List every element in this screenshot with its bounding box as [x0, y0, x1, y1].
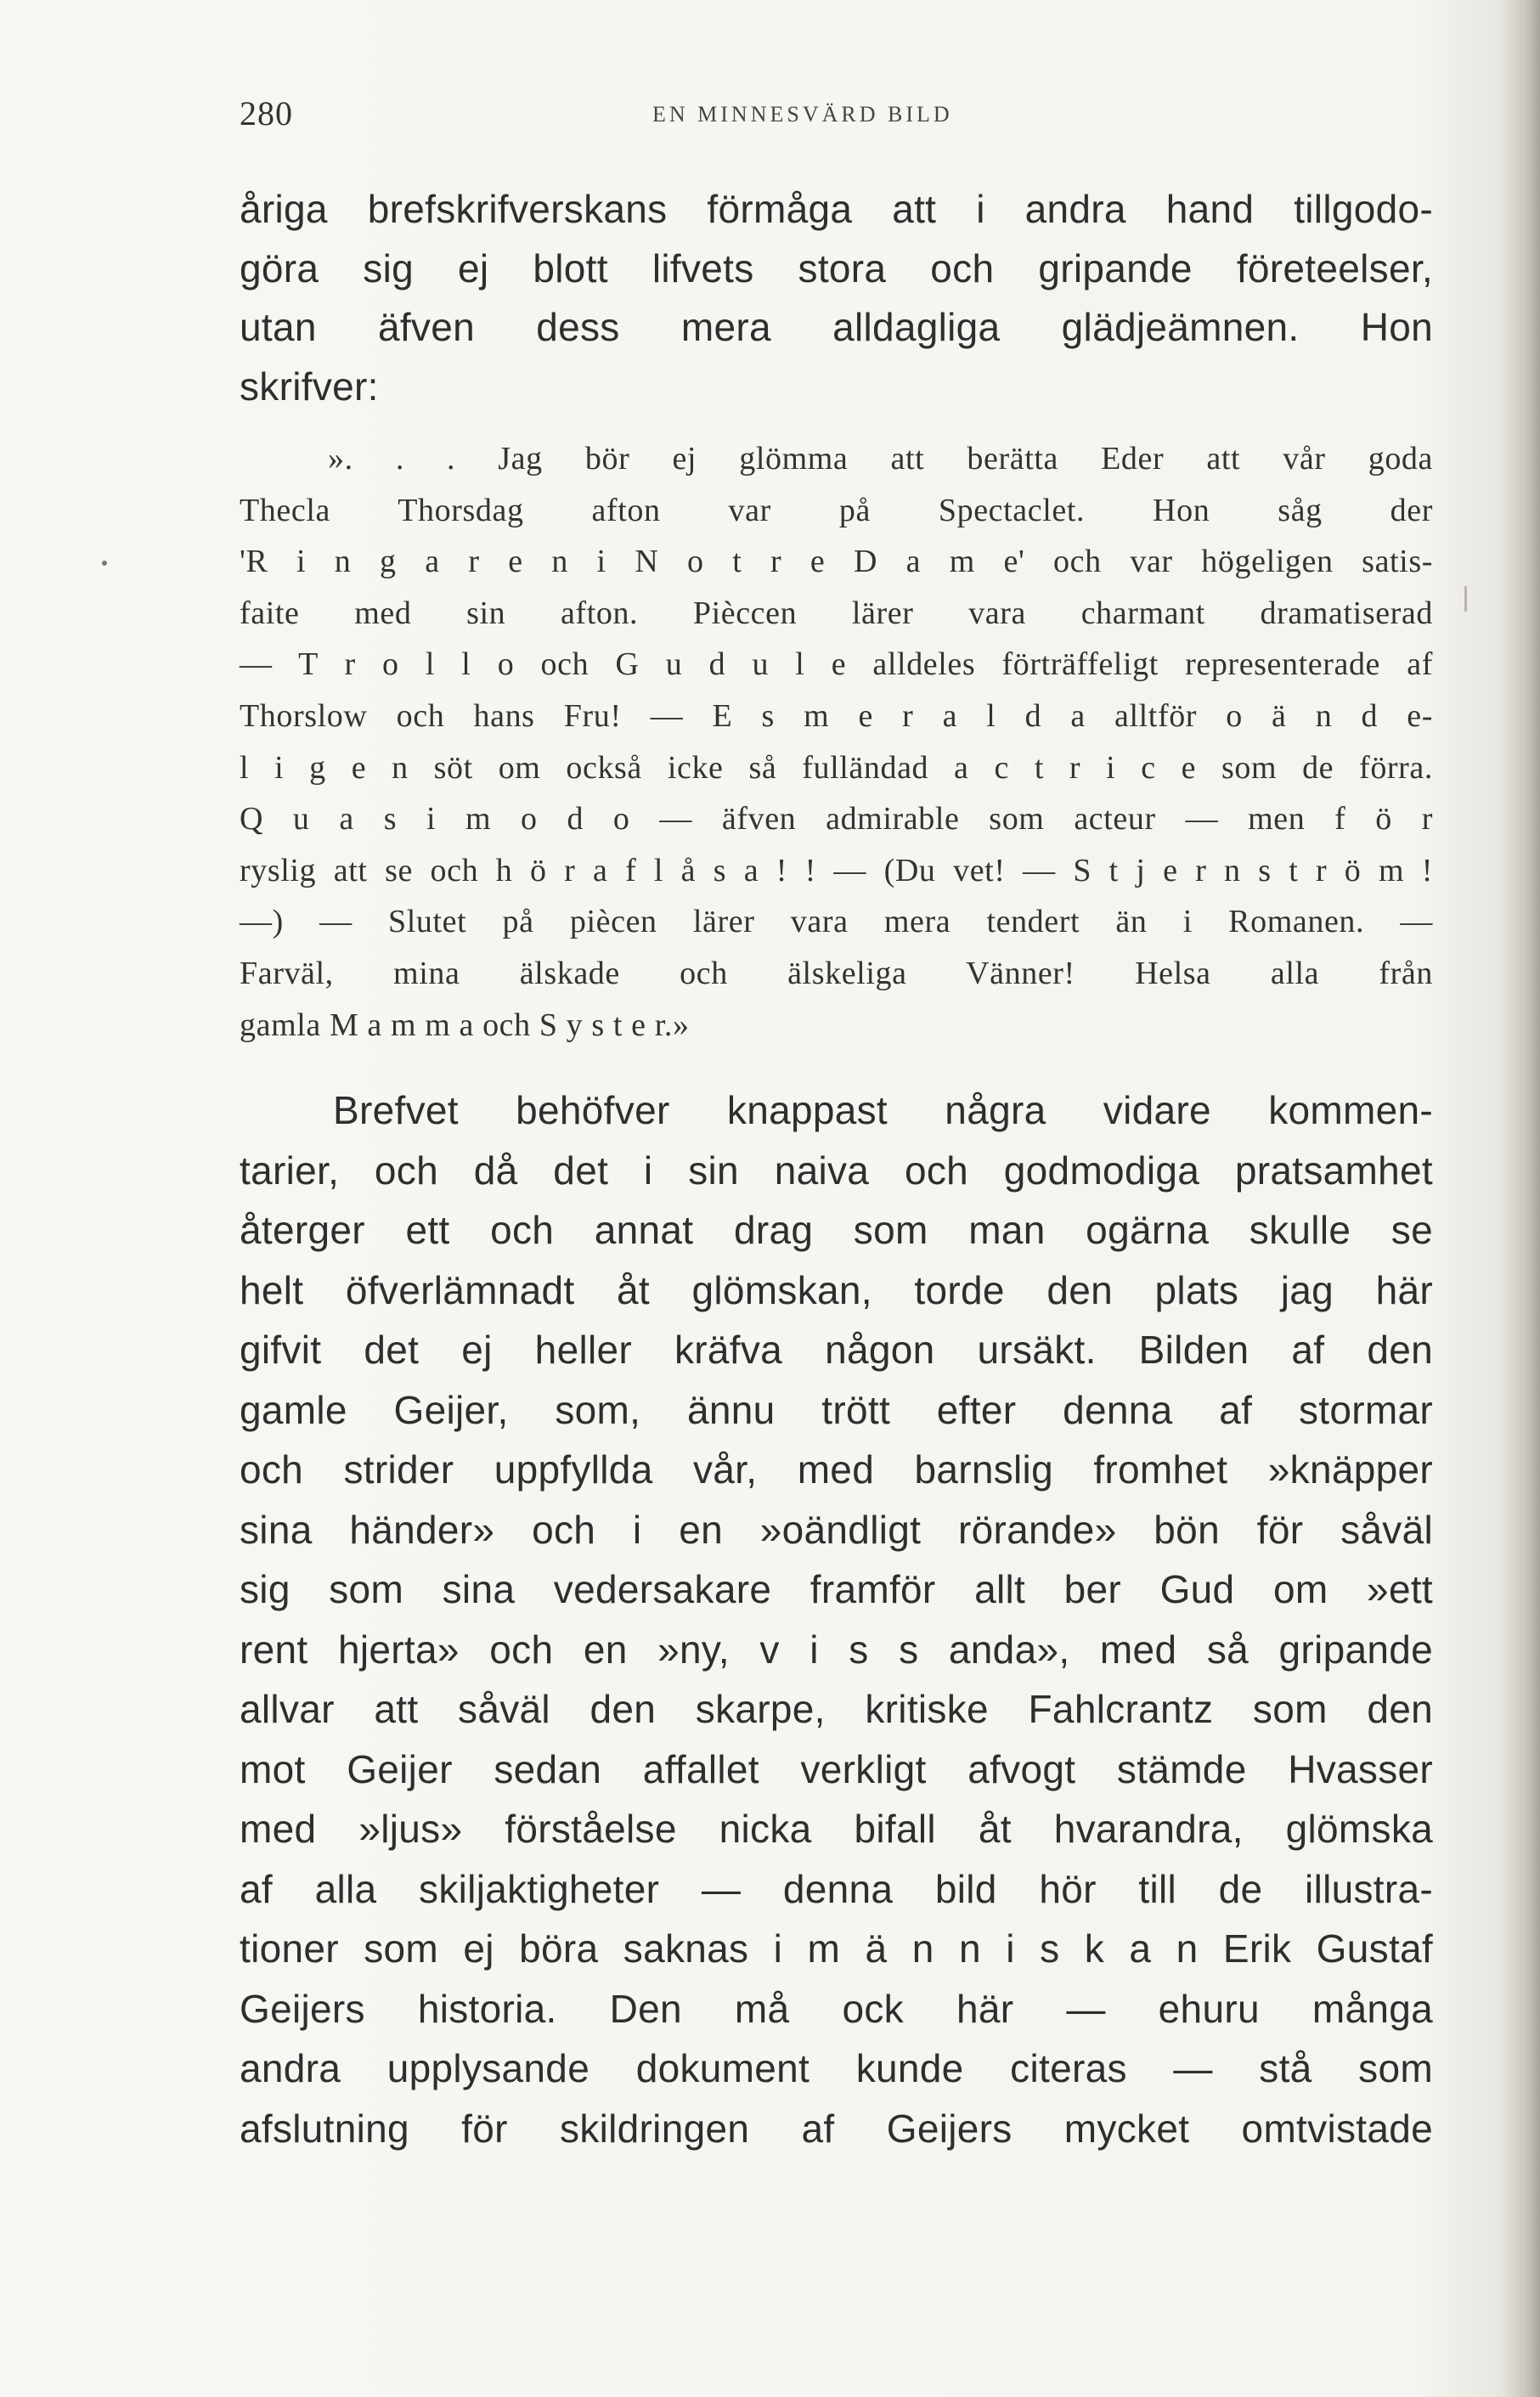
text-line: gamle Geijer, som, ännu trött efter denna af stormar — [240, 1387, 1433, 1432]
text-line: och strider uppfyllda vår, med barnslig fromhet »knäpper — [240, 1447, 1433, 1492]
quote-line: Q u a s i m o d o — äfven admirable som acteur — men f ö r — [240, 801, 1433, 838]
margin-smudge — [1464, 586, 1467, 612]
quote-line: Farväl, mina älskade och älskeliga Vänner! Helsa alla från — [240, 955, 1433, 991]
quote-line: Thecla Thorsdag afton var på Spectaclet. Hon såg der — [240, 492, 1433, 528]
quote-line: faite med sin afton. Pièccen lärer vara charmant dramatiserad — [240, 595, 1433, 631]
text-line: allvar att såväl den skarpe, kritiske Fahlcrantz som den — [240, 1687, 1433, 1731]
text-line: andra upplysande dokument kunde citeras — stå som — [240, 2046, 1433, 2090]
running-head: EN MINNESVÄRD BILD — [652, 102, 953, 127]
text-line: göra sig ej blott lifvets stora och gripande företeelser, — [240, 245, 1433, 290]
text-line: Geijers historia. Den må ock här — ehuru många — [240, 1986, 1433, 2031]
margin-dot — [102, 561, 107, 566]
quote-line: gamla M a m m a och S y s t e r.» — [240, 1007, 690, 1043]
text-line: sig som sina vedersakare framför allt ber Gud om »ett — [240, 1567, 1433, 1611]
page-edge-shadow — [1503, 0, 1540, 2397]
text-line: Brefvet behöfver knappast några vidare kommen- — [333, 1088, 1433, 1132]
quote-line: Thorslow och hans Fru! — E s m e r a l d a alltför o ä n d e- — [240, 697, 1433, 734]
text-line: med »ljus» förståelse nicka bifall åt hvarandra, glömska — [240, 1807, 1433, 1851]
text-line: tioner som ej böra saknas i m ä n n i s k a n Erik Gustaf — [240, 1926, 1433, 1971]
text-line: utan äfven dess mera alldagliga glädjeämnen. Hon — [240, 305, 1433, 349]
quote-line: ryslig att se och h ö r a f l å s a ! ! — (Du vet! — S t j e r n s t r ö m ! — [240, 852, 1433, 888]
text-line: mot Geijer sedan affallet verkligt afvogt stämde Hvasser — [240, 1746, 1433, 1791]
text-line: gifvit det ej heller kräfva någon ursäkt. Bilden af den — [240, 1328, 1433, 1372]
quote-line: l i g e n söt om också icke så fulländad a c t r i c e som de förra. — [240, 749, 1433, 786]
text-line: åriga brefskrifverskans förmåga att i andra hand tillgodo- — [240, 187, 1433, 231]
text-line: sina händer» och i en »oändligt rörande» bön för såväl — [240, 1507, 1433, 1552]
body-paragraph — [240, 1080, 1433, 2158]
quote-line: —) — Slutet på piècen lärer vara mera tendert än i Romanen. — — [240, 904, 1433, 940]
text-line: skrifver: — [240, 364, 379, 409]
quote-line: ». . . Jag bör ej glömma att berätta Eder att vår goda — [328, 441, 1433, 477]
text-line: tarier, och då det i sin naiva och godmodiga pratsamhet — [240, 1148, 1433, 1193]
page-header — [240, 93, 1446, 144]
quoted-letter — [240, 433, 1433, 1051]
text-line: rent hjerta» och en »ny, v i s s anda», med så gripande — [240, 1627, 1433, 1672]
quote-line: — T r o l l o och G u d u l e alldeles förträffeligt representerade af — [240, 646, 1433, 683]
text-line: af alla skiljaktigheter — denna bild hör till de illustra- — [240, 1866, 1433, 1911]
text-line: afslutning för skildringen af Geijers mycket omtvistade — [240, 2106, 1433, 2151]
page-number: 280 — [240, 94, 293, 133]
intro-paragraph — [240, 180, 1433, 416]
text-line: helt öfverlämnadt åt glömskan, torde den plats jag här — [240, 1267, 1433, 1312]
text-line: återger ett och annat drag som man ogärna skulle se — [240, 1208, 1433, 1252]
quote-line: 'R i n g a r e n i N o t r e D a m e' och var högeligen satis- — [240, 544, 1433, 580]
